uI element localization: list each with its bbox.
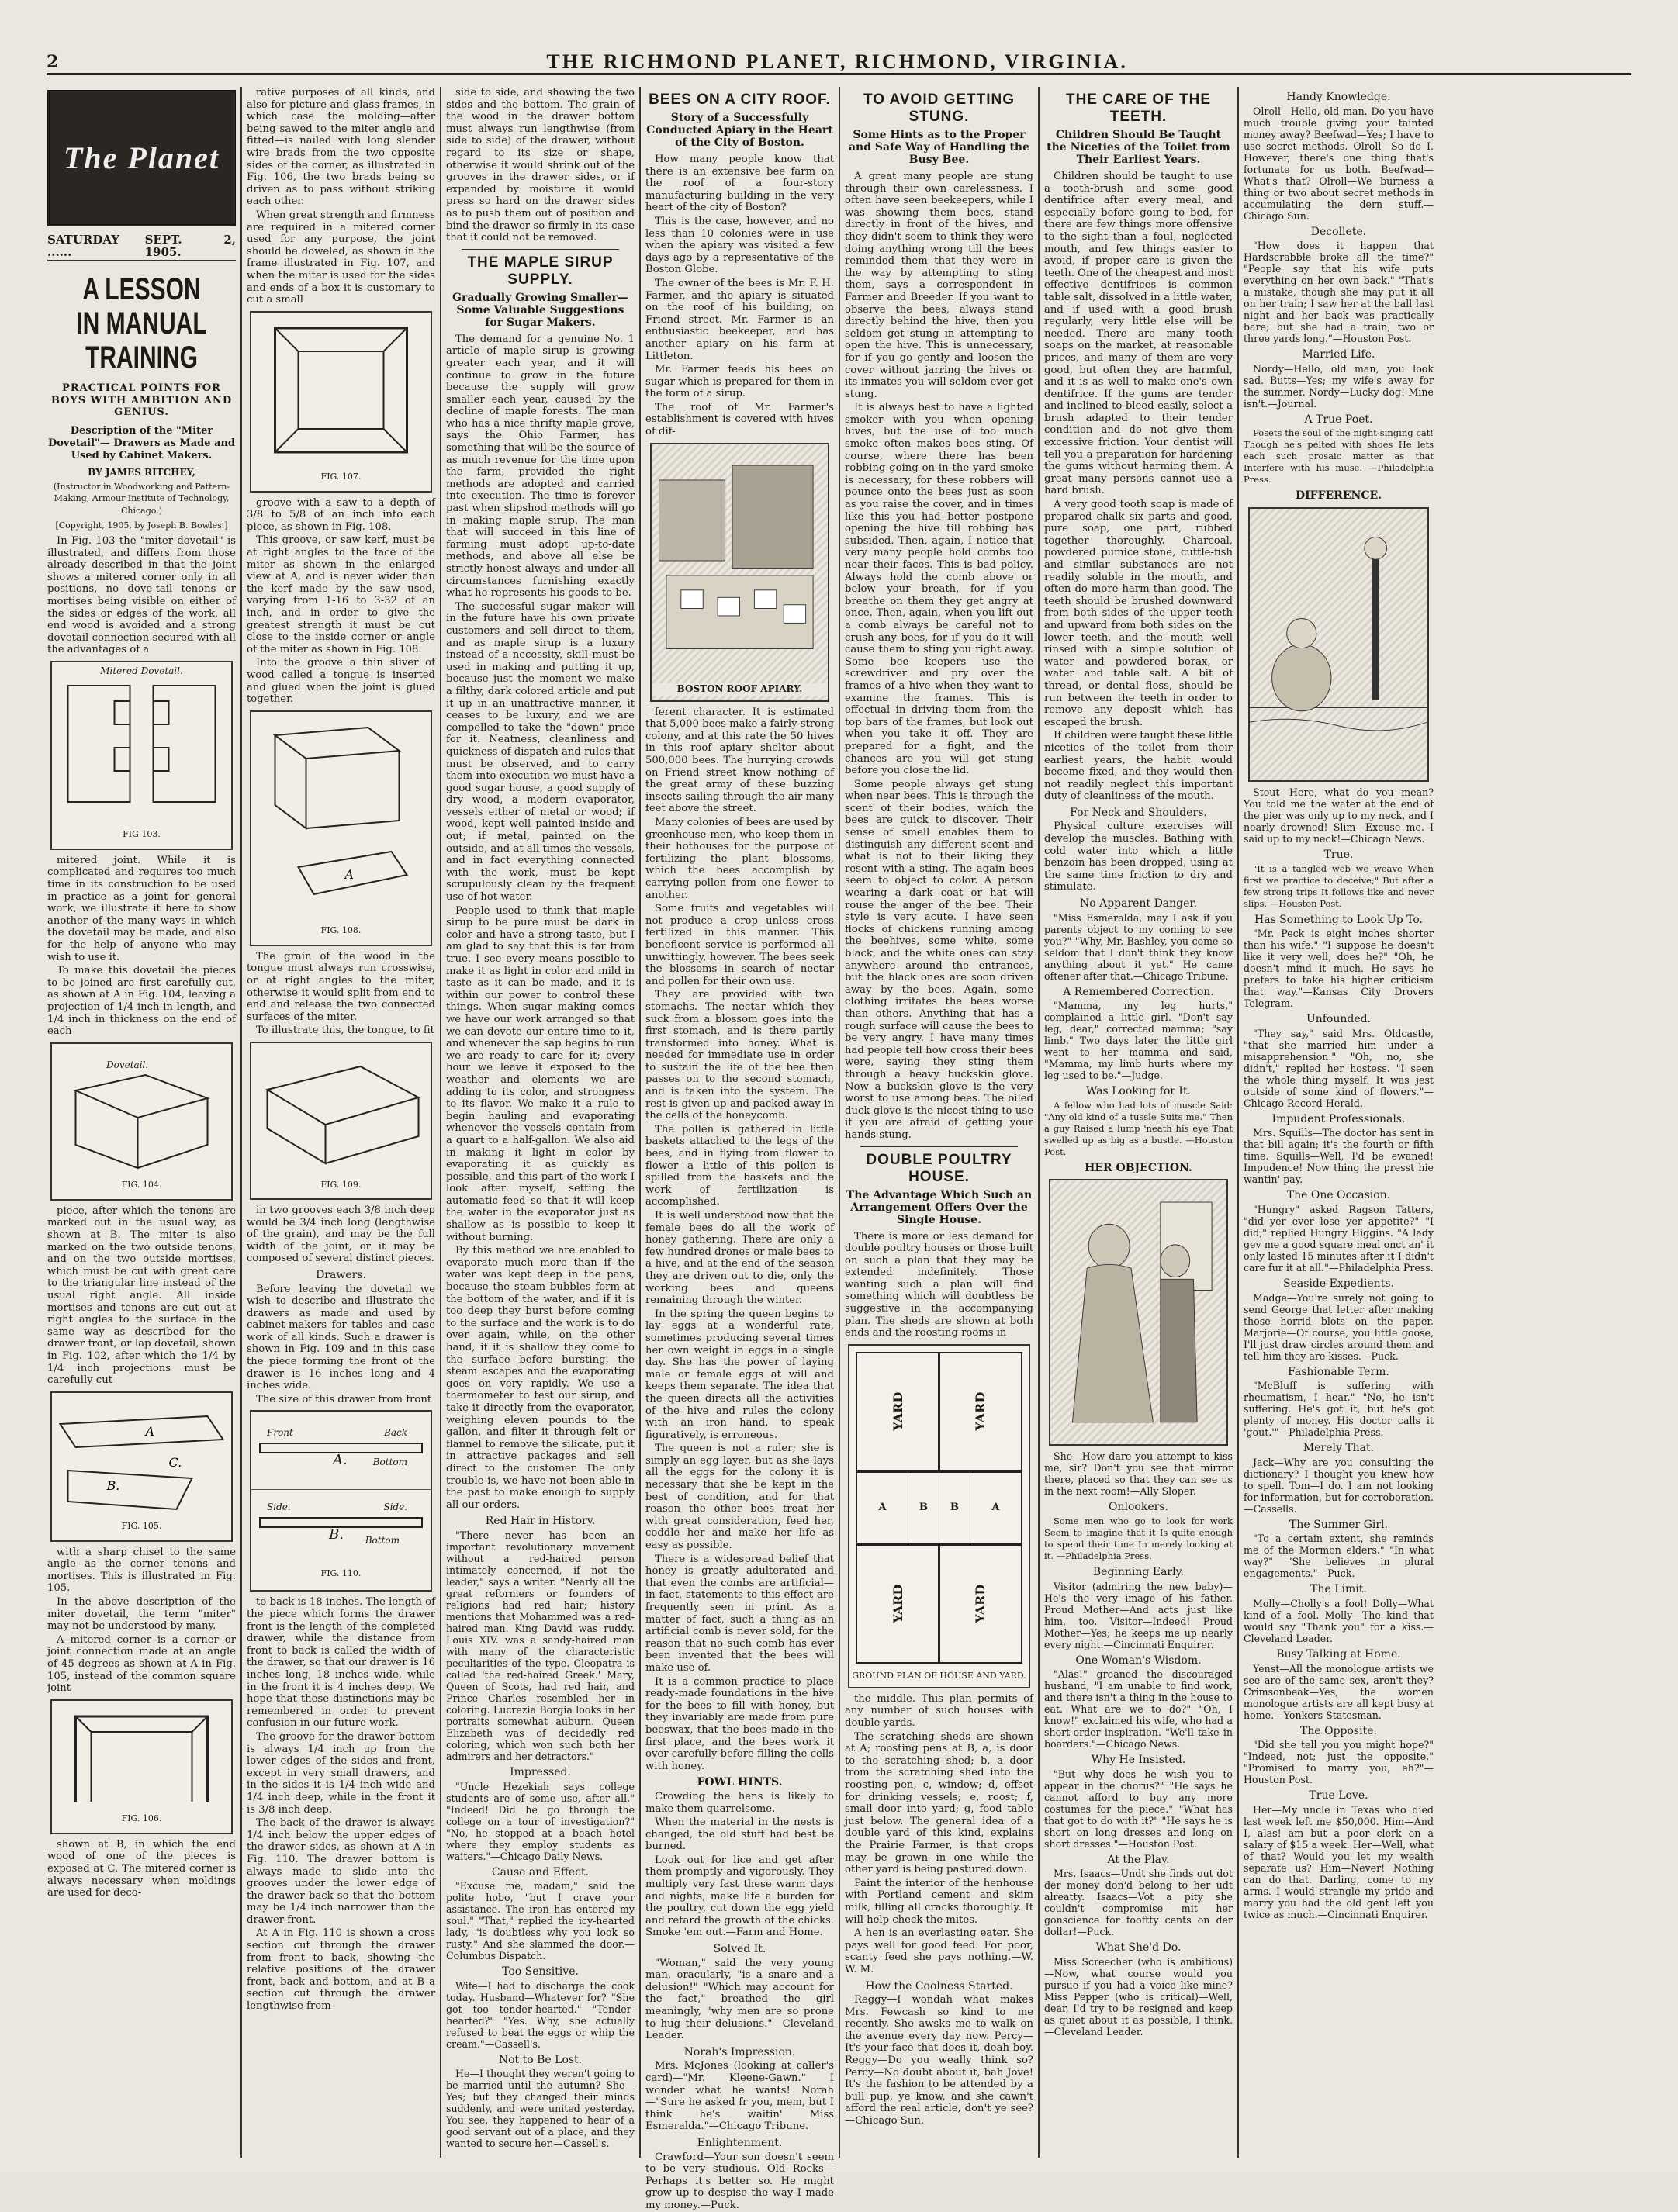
column-3	[441, 87, 641, 2158]
subhead: Decollete.	[1310, 225, 1367, 238]
figure-caption: FIG. 107.	[320, 472, 362, 482]
paragraph: "How does it happen that Hardscrabble broke all the time?" "People say that his wife puts everything on her own back." "That's a mistake, though she may put it all on her train; I saw her at the ball last night and her back was practically bare; but she had a train, two or three yards long."—Houston Post.	[1244, 240, 1434, 345]
dateline-date: SEPT. 2, 1905.	[144, 233, 236, 259]
label-bottom: Bottom	[372, 1457, 407, 1468]
swimmers-drawing	[1250, 509, 1427, 777]
paragraph: A mitered corner is a corner or joint connection made at an angle of 45 degrees as shown at A in Fig. 105, instead of the common square joint	[47, 1633, 236, 1695]
subhead: FOWL HINTS.	[697, 1776, 783, 1789]
column-7	[1239, 87, 1438, 2158]
paragraph: This is the case, however, and no less than 10 colonies were in use when the apiary was visited a few days ago by a representative of the Boston Globe.	[645, 215, 834, 276]
headline-care-teeth: THE CARE OF THE TEETH.	[1065, 92, 1212, 125]
paragraph: ferent character. It is estimated that 5,000 bees make a fairly strong colony, and at this rate the 50 hives in this roof apiary shelter about 500,000 bees. The hurrying crowds on Friend street know nothing of the great army of these buzzing insects sailing through the air many feet above the street.	[645, 706, 834, 815]
figure-caption: FIG. 108.	[320, 925, 362, 936]
drawer-drawing	[251, 1043, 431, 1175]
paragraph: The back of the drawer is always 1/4 inch below the upper edges of the drawer sides, as shown at A in Fig. 110. The drawer bottom is always made to slide into the grooves under the lower edge of the drawer back so that the bottom may be 1/4 inch narrower than the drawer front.	[247, 1817, 435, 1926]
subhead: True.	[1323, 848, 1354, 861]
paragraph: The queen is not a ruler; she is simply an egg layer, but as she lays all the eggs for the colony it is necessary that she be kept in the best of condition, and for that reason the other bees treat her with great consideration, feed her, coddle her and make her life as easy as possible.	[645, 1443, 834, 1552]
subhead: Not to Be Lost.	[498, 2053, 583, 2066]
headline-poultry-house: DOUBLE POULTRY HOUSE.	[866, 1151, 1012, 1185]
subhead: The Opposite.	[1300, 1724, 1377, 1737]
paragraph: The owner of the bees is Mr. F. H. Farmer, and the apiary is situated on the roof of his building, on Friend street. Mr. Farmer is an enthusiastic beekeeper, and has another apiary on his farm at Littleton.	[645, 277, 834, 362]
masthead	[47, 51, 1631, 75]
paragraph: "Mr. Peck is eight inches shorter than his wife." "I suppose he doesn't like it very well, does he?" "Oh, he doesn't mind it much. He says he prefers to take his higher criticism that way."—Kansas City Drovers Telegram.	[1244, 928, 1434, 1010]
subhead: Seaside Expedients.	[1283, 1277, 1394, 1290]
subhead: Impudent Professionals.	[1271, 1112, 1406, 1125]
figure-caption: FIG. 110.	[320, 1568, 362, 1579]
figure-label: Dovetail.	[106, 1059, 149, 1070]
paragraph: with a sharp chisel to the same angle as the corner tenons and mortises. This is illustrated in Fig. 105.	[47, 1546, 236, 1595]
subhead: The One Occasion.	[1286, 1189, 1391, 1202]
paragraph: "Mamma, my leg hurts," complained a little girl. "Don't say leg, dear," corrected mamma; "say limb." Two days later the little girl went to her mamma and said, "Mamma, my limb hurts where my leg used to be."—Judge.	[1044, 1000, 1233, 1082]
figure-103	[50, 661, 233, 850]
page-number: 2	[47, 52, 59, 72]
paragraph: Some fruits and vegetables will not produce a crop unless cross fertilized in this manner. This beneficent service is performed all unwittingly, however. The bees seek the blossoms in search of nectar and pollen for their own use.	[645, 903, 834, 987]
tongue-joint-drawing	[251, 712, 431, 921]
paragraph: "To a certain extent, she reminds me of the Mormon elders." "In what way?" "She believes in plural engagements."—Puck.	[1244, 1533, 1434, 1580]
miter-joint-drawing	[52, 1393, 231, 1517]
subhead: Norah's Impression.	[683, 2045, 796, 2058]
paragraph: mitered joint. While it is complicated and requires too much time in its construction to be used in practice as a joint for general work, we illustrate it here to show another of the many ways in which the dovetail may be made, and also for the help of anyone who may wish to use it.	[47, 854, 236, 963]
headline-avoid-stung: TO AVOID GETTING STUNG.	[863, 92, 1015, 125]
deck: Children Should Be Taught the Niceties of the Toilet from Their Earliest Years.	[1047, 129, 1230, 166]
dateline-day: SATURDAY ......	[47, 233, 119, 259]
paragraph: To make this dovetail the pieces to be joined are first carefully cut, as shown at A in Fig. 104, leaving a projection of 1/4 inch in length, and 1/4 inch in thickness on the end of each	[47, 965, 236, 1038]
paragraph: Jack—Why are you consulting the dictionary? I thought you knew how to spell. Tom—I do. I am not looking for information, but for corroboration.—Cassells.	[1244, 1456, 1434, 1515]
rooftop-drawing	[652, 444, 828, 677]
byline: BY JAMES RITCHEY,	[88, 466, 195, 478]
paragraph: "Hungry" asked Ragson Tatters, "did yer ever lose yer appetite?" "I did," replied Hungry Higgins. "A lady gev me a good square meal onct an' it only lasted 15 minutes after it I didn't care fur it at all."—Philadelphia Press.	[1244, 1203, 1434, 1274]
article-title: A LESSON IN MANUAL TRAINING	[76, 272, 207, 375]
paragraph: "They say," said Mrs. Oldcastle, "that she married him under a misapprehension." "Oh, no, she didn't," replied her hostess. "I seen the whole thing myself. It was jest outside of some kind of flowers."—Chicago Record-Herald.	[1244, 1027, 1434, 1109]
label-b: B.	[329, 1526, 344, 1543]
subhead: Solved It.	[713, 1943, 766, 1956]
paragraph: rative purposes of all kinds, and also for picture and glass frames, in which case the molding—after being sawed to the miter angle and fitted—is nailed with long slender wire brads from the two opposite sides of the corner, as illustrated in Fig. 106, the two brads being so driven as to pass without striking each other.	[247, 87, 435, 208]
section-b	[251, 1490, 431, 1567]
subhead: Unfounded.	[1306, 1013, 1372, 1026]
paragraph: Into the groove a thin sliver of wood called a tongue is inserted and glued when the joint is glued together.	[247, 657, 435, 706]
paragraph: Olroll—Hello, old man. Do you have much trouble giving your tainted money away? Beefwad—Yes; I have to use secret methods. Olroll—So do I. However, there's one thing that's fortunate for us both. Beefwad—What's that? Olroll—We burness a thing or two about secret methods in accumulating the dern stuff.—Chicago Sun.	[1244, 105, 1434, 222]
planet-logo: The Planet	[47, 90, 236, 226]
paragraph: side to side, and showing the two sides and the bottom. The grain of the wood in the drawer bottom must always run lengthwise (from side to side) of the drawer, without regard to its size or shape, otherwise it would shrink out of the grooves in the drawer sides, or if expanded by moisture it would press so hard on the drawer sides as to push them out of position and bind the drawer so firmly in its case that it could not be removed.	[446, 87, 635, 244]
paragraph: Yenst—All the monologue artists we see are of the same sex, aren't they? Crimsonbeak—Yes, the women monologue artists are all kept busy at home.—Yonkers Statesman.	[1244, 1662, 1434, 1721]
column-6	[1040, 87, 1239, 2158]
subhead: Onlookers.	[1109, 1501, 1168, 1514]
figure-104	[50, 1042, 233, 1201]
paragraph: It is always best to have a lighted smoker with you when opening hives, but the use of too much smoke often makes bees sting. Of course, where there has been robbing going on in the yard smoke is necessary, for these robbers will pounce onto the bees just as soon as you raise the cover, and in times like this you had better postpone opening the hive till robbing has subsided. Then, again, I notice that very many people hold combs too near their faces. This is bad policy. Always hold the comb above or below your breath, for if you breathe on them they get angry at once. Then, again, when you lift out a comb always be careful not to crush any bees, for if you do it will cause them to sting you right away. Some bee keepers use the screwdriver and pry over the frames of a hive when they want to examine the frames. This is effectual in driving them from the top bars of the frames, but look out when you take it off. They are prepared for a fight, and the chances are you will get stung before you close the lid.	[845, 402, 1033, 777]
poem: Posets the soul of the night-singing cat! Though he's pelted with shoes He lets each such prosaic matter as that Interfere with his muse. —Philadelphia Press.	[1244, 427, 1434, 486]
paragraph: groove with a saw to a depth of 3/8 to 5/8 of an inch into each piece, as shown in Fig. 108.	[247, 496, 435, 533]
figure-109	[250, 1042, 432, 1200]
figure-caption: FIG. 106.	[121, 1813, 162, 1824]
paragraph: This groove, or saw kerf, must be at right angles to the face of the miter as shown in the enlarged view at A, and is never wider than the kerf made by the saw used, varying from 1-16 to 3-32 of an inch, and in order to give the greatest strength it must be cut close to the inside corner or angle of the miter as shown in Fig. 108.	[247, 534, 435, 655]
paragraph: A great many people are stung through their own carelessness. I often have seen beekeepers, while I was showing them bees, stand directly in front of the hives, and they didn't seem to think they were doing anything wrong till the bees reminded them that they were in the way by attempting to sting them, says a correspondent in Farmer and Breeder. If you want to observe the bees, always stand directly behind the hive, then you seldom get stung in attempting to open the hive. This is unnecessary, for if you go gently and loosen the cover without jarring the hives or its inmates you will seldom ever get stung.	[845, 171, 1033, 400]
paragraph: "But why does he wish you to appear in the chorus?" "He says he cannot afford to buy any more costumes for the piece." "What has that got to do with it?" "He says he is short on long dresses and long on short dresses."—Houston Post.	[1044, 1768, 1233, 1850]
paragraph: Molly—Cholly's a fool! Dolly—What kind of a fool. Molly—The kind that would say "Thank you" for a kiss.—Cleveland Leader.	[1244, 1597, 1434, 1644]
column-2	[242, 87, 441, 2158]
subhead: Married Life.	[1302, 348, 1375, 361]
paragraph: Crowding the hens is likely to make them quarrelsome.	[645, 1790, 834, 1815]
subhead: Was Looking for It.	[1085, 1085, 1192, 1098]
paragraph: At A in Fig. 110 is shown a cross section cut through the drawer from front to back, showing the relative positions of the drawer front, back and bottom, and at B a section cut through the drawer lengthwise from	[247, 1927, 435, 2013]
subhead: At the Play.	[1107, 1853, 1170, 1866]
subhead: Impressed.	[510, 1765, 571, 1778]
column-4	[641, 87, 840, 2211]
paragraph: Look out for lice and get after them promptly and vigorously. They multiply very fast these warm days and nights, make life a burden for the poultry, cut down the egg yield and retard the growth of the chicks. Smoke 'em out.—Farm and Home.	[645, 1854, 834, 1939]
frame-drawing	[52, 1701, 231, 1809]
paragraph: "Excuse me, madam," said the polite hobo, "but I crave your assistance. The iron has entered my soul." "That," replied the icy-hearted lady, "is doubtless why you look so rusty." And she slammed the door.—Columbus Dispatch.	[446, 1880, 635, 1962]
subhead: Beginning Early.	[1092, 1566, 1185, 1578]
paragraph: Children should be taught to use a tooth-brush and some good dentifrice after every meal, and especially before going to bed, for there are few things more offensive to the sight than a foul, neglected mouth, and few things easier to avoid, if proper care is given the teeth. One of the cheapest and most effective dentifrices is common table salt, dissolved in a little water, and if used with a good brush regularly, very little else will be needed. There are many tooth soaps on the market, at reasonable prices, and many of them are very good, but often they are harmful, and it is as well to make one's own dentifrice. If the gums are tender and inclined to bleed easily, select a brush adapted to their tender condition and do not give them excessive friction. Your dentist will tell you a preparation for hardening the gums without harming them. A great many persons cannot use a hard brush.	[1044, 171, 1233, 497]
paragraph: shown at B, in which the end wood of one of the pieces is exposed at C. The mitered corner is always necessary when moldings are used for deco-	[47, 1838, 236, 1899]
svg-text:A: A	[145, 1423, 155, 1439]
paragraph: There is a widespread belief that honey is greatly adulterated and that even the combs are artificial—in fact, statements to this effect are frequently seen in print. As a matter of fact, such a thing as an artificial comb is never sold, for the reason that no such comb has ever been invented that the bees will make use of.	[645, 1553, 834, 1674]
mitered-dovetail-drawing	[52, 662, 231, 825]
paragraph: Paint the interior of the henhouse with Portland cement and skim milk, filling all cracks thoroughly. It will help check the mites.	[845, 1877, 1033, 1926]
doweled-frame-drawing	[251, 313, 431, 468]
paragraph: The pollen is gathered in little baskets attached to the legs of the bees, and in flying from flower to flower a little of this pollen is spilled from the baskets and the work of fertilization is accomplished.	[645, 1123, 834, 1208]
paragraph: Crawford—Your son doesn't seem to be very studious. Old Rocks—Perhaps it's better so. He might grow up to despise the way I made my money.—Puck.	[645, 2151, 834, 2211]
paragraph: When great strength and firmness are required in a mitered corner used for any purpose, the joint should be doweled, as shown in the frame illustrated in Fig. 107, and when the miter is used for the sides and ends of a box it is customary to cut a small	[247, 209, 435, 306]
subhead: Merely That.	[1303, 1442, 1375, 1455]
label-bottom-b: Bottom	[365, 1535, 400, 1547]
subhead: Busy Talking at Home.	[1276, 1647, 1401, 1661]
poem: A fellow who had lots of muscle Said: "Any old kind of a tussle Suits me." Then a guy Raised a lump 'neath his eye That swelled up as big as a bustle. —Houston Post.	[1044, 1099, 1233, 1157]
deck: Story of a Successfully Conducted Apiary in the Heart of the City of Boston.	[646, 112, 833, 149]
paragraph: Before leaving the dovetail we wish to describe and illustrate the drawers as made and used by cabinet-makers for tables and case work of all kinds. Such a drawer is shown in Fig. 109 and in this case the piece forming the front of the drawer is 16 inches long and 4 inches wide.	[247, 1283, 435, 1392]
paragraph: "There never has been an important revolutionary movement without a red-haired person intimately concerned, if not the leader," says a writer. "Nearly all the great reformers or founders of religions had red hair; history mentions that Mohammed was a red-haired man. King David was ruddy. Louis XIV. was a sandy-haired man with many of the characteristic peculiarities of the type. Cleopatra is called 'the red-haired Greek.' Mary, Queen of Scots, had red hair, and Prince Charles resembled her in coloring. Lucrezia Borgia looks in her portraits somewhat auburn. Queen Elizabeth was of decidedly red coloring, which won such both her admirers and her detractors."	[446, 1529, 635, 1762]
paragraph: Reggy—I wondah what makes Mrs. Fewcash so kind to me recently. She awsks me to walk on the avenue every day now. Percy—It's your face that does it, deah boy. Reggy—Do you weally think so? Percy—No doubt about it, bah Jove! It's the fashion to be attended by a bull pup, ye know, and she cawn't afford the real article, don't ye see?—Chicago Sun.	[845, 1994, 1033, 2127]
figure-caption: FIG. 104.	[121, 1180, 162, 1191]
paragraph: How many people know that there is an extensive bee farm on the roof of a four-story manufacturing building in the very heart of the city of Boston?	[645, 154, 834, 214]
paragraph: If children were taught these little niceties of the toilet from their earliest years, the habit would become fixed, and they would then not readily neglect this important duty of cleanliness of the mouth.	[1044, 730, 1233, 803]
couple-drawing	[1050, 1180, 1226, 1441]
paragraph: There is more or less demand for double poultry houses or those built on such a plan that they may be extended indefinitely. Those wanting such a plan will find something which will doubtless be suggestive in the accompanying plan. The sheds are shown at both ends and the roosting rooms in	[845, 1230, 1033, 1339]
paragraph: The successful sugar maker will in the future have his own private customers and sell direct to them, and as maple sirup is a luxury instead of a necessity, skill must be used in making and putting it up, because just the moment we make a filthy, dark colored article and put it up in an unattractive manner, it ceases to be luxury, and we are compelled to take the "down" price for it. Neatness, cleanliness and quickness of dispatch and rules that must be observed, and to carry them into execution we must have a good sugar house, a good supply of dry wood, a modern evaporator, vessels either of metal or wood; if wood, kept well painted inside and out; if metal, painted on the outside, and at all times the vessels, and in fact everything connected with the work, must be kept scrupulously clean by the frequent use of hot water.	[446, 600, 635, 904]
paragraph: the middle. This plan permits of any number of such houses with double yards.	[845, 1692, 1033, 1730]
paragraph: In the above description of the miter dovetail, the term "miter" may not be understood by many.	[47, 1596, 236, 1633]
paragraph: Nordy—Hello, old man, you look sad. Butts—Yes; my wife's away for the summer. Nordy—Lucky dog! Mine isn't.—Journal.	[1244, 362, 1434, 410]
deck: Some Hints as to the Proper and Safe Way of Handling the Busy Bee.	[848, 129, 1030, 166]
article-subtitle: PRACTICAL POINTS FOR BOYS WITH AMBITION AND GENIUS.	[50, 382, 233, 419]
yard-bottom-left: YARD	[856, 1544, 940, 1664]
poem: Some men who go to look for work Seem to imagine that it Is quite enough to spend their time In merely looking at it. —Philadelphia Press.	[1044, 1516, 1233, 1561]
subhead-drawers: Drawers.	[316, 1268, 366, 1281]
subhead: No Apparent Danger.	[1079, 897, 1198, 911]
paragraph: To illustrate this, the tongue, to fit	[256, 1025, 434, 1037]
paragraph: It is well understood now that the female bees do all the work of honey gathering. There are only a few hundred drones or male bees to a hive, and at the end of the season they are driven out to die, only the working bees and queens remaining through the winter.	[645, 1210, 834, 1307]
paragraph: Mrs. Isaacs—Undt she finds out dot der money don'd belong to her udt alreatty. Isaacs—Vot a pity she couldn't compromise mit her gonscience for fooftty cents on der dollar!—Puck.	[1044, 1868, 1233, 1938]
figure-caption: FIG. 109.	[320, 1179, 362, 1190]
column-1	[43, 87, 242, 2158]
paragraph: piece, after which the tenons are marked out in the usual way, as shown at B. The miter is also marked on the two outside tenons, and on the two outside mortises, which must be cut with great care to the triangular line instead of the usual right angle. All inside mortises and tenons are cut out at right angles to the surface in the same way as described for the drawer front, or lap dovetail, shown in Fig. 102, after which the 1/4 by 1/4 inch projections must be carefully cut	[47, 1205, 236, 1387]
label-side-left: Side.	[267, 1502, 291, 1513]
figure-110	[250, 1410, 432, 1592]
subhead: What She'd Do.	[1095, 1941, 1182, 1955]
figure-label: Mitered Dovetail.	[100, 665, 183, 676]
paragraph: The size of this drawer from front	[256, 1393, 432, 1405]
paragraph: Stout—Here, what do you mean? You told me the water at the end of the pier was only up to my neck, and I nearly drowned! Slim—Excuse me. I said up to my neck!—Chicago News.	[1244, 786, 1434, 845]
paragraph: Physical culture exercises will develop the muscles. Bathing with cold water into which a little benzoin has been dropped, using at the same time friction to dry and stimulate.	[1044, 821, 1233, 893]
paragraph: It is a common practice to place ready-made foundations in the hive for the bees to fill with honey, but they invariably are made from pure beeswax, that the bees made in the first place, and the bees work it over carefully before filling the cells with honey.	[645, 1675, 834, 1772]
paragraph: The grain of the wood in the tongue must always run crosswise, or at right angles to the miter, otherwise it would split from end to end and release the two connected surfaces of the miter.	[247, 950, 435, 1023]
column-5	[840, 87, 1040, 2158]
figure-caption: FIG 103.	[123, 829, 161, 840]
article-deck: Description of the "Miter Dovetail"— Drawers as Made and Used by Cabinet Makers.	[47, 424, 235, 461]
subhead: A True Poet.	[1304, 413, 1373, 426]
paragraph: "Miss Esmeralda, may I ask if you parents object to my coming to see you?" "Why, Mr. Bashley, you come so seldom that I don't think they know anything about it yet." He came oftener after that.—Chicago Tribune.	[1044, 911, 1233, 982]
subhead: Too Sensitive.	[502, 1965, 579, 1979]
columns	[43, 87, 1641, 2211]
subhead: One Woman's Wisdom.	[1075, 1654, 1202, 1667]
paragraph: In Fig. 103 the "miter dovetail" is illustrated, and differs from those already described in that the joint shows a mitered corner only in all positions, no dove-tail tenons or mortises being visible on either of the sides or edges of the work, all end wood is avoided and a strong dovetail connection secured with all the advantages of a	[47, 534, 236, 656]
poultry-house-plan	[848, 1344, 1030, 1688]
figure-106	[50, 1699, 233, 1834]
svg-text:C.: C.	[168, 1454, 182, 1470]
subhead: DIFFERENCE.	[1295, 489, 1382, 503]
figure-caption: FIG. 105.	[121, 1521, 162, 1532]
boston-roof-apiary-illustration	[650, 443, 829, 702]
paragraph: "McBluff is suffering with rheumatism, I hear." "No, he isn't suffering. He's got it, but he's got plenty of money. His doctor calls it 'gout.'"—Philadelphia Press.	[1244, 1380, 1434, 1439]
dateline	[47, 234, 236, 261]
section-a	[251, 1412, 431, 1490]
subhead: Cause and Effect.	[491, 1865, 590, 1878]
copyright: [Copyright, 1905, by Joseph B. Bowles.]	[55, 520, 228, 531]
paragraph: in two grooves each 3/8 inch deep would be 3/4 inch long (lengthwise of the grain), and may be the full width of the joint, or it may be composed of several distinct pieces.	[247, 1204, 435, 1265]
deck: Gradually Growing Smaller—Some Valuable Suggestions for Sugar Makers.	[452, 291, 628, 329]
paragraph: He—I thought they weren't going to be married until the autumn? She—Yes; but they changed their minds suddenly, and were united yesterday. You see, they happened to hear of a good servant out of a place, and they wanted to secure her.—Cassell's.	[446, 2068, 635, 2150]
figure-caption: BOSTON ROOF APIARY.	[652, 683, 828, 696]
paragraph: Mrs. Squills—The doctor has sent in that bill again; it's the fourth or fifth time. Squills—Well, I'd be ewaned! Impudence! Now thing the presst hie wantin' pay.	[1244, 1127, 1434, 1186]
subhead: Handy Knowledge.	[1286, 91, 1391, 103]
paragraph: Visitor (admiring the new baby)—He's the very image of his father. Proud Mother—And acts just like him, too. Visitor—Indeed! Proud Mother—Yes; he keeps me up nearly every night.—Cincinnati Enquirer.	[1044, 1580, 1233, 1650]
paragraph: People used to think that maple sirup to be pure must be dark in color and have a strong taste, but I am glad to say that this is far from true. I see every means possible to make it as light in color and mild in taste as it can be made, and it is within our power to control these things. When sugar making comes we have our work arranged so that we can devote our entire time to it, and whenever the sap begins to run we are ready to care for it; every hour we leave it exposed to the weather and elements we are adding to its color, and strongness to its flavor. We make it a rule to begin hauling and evaporating whenever the vessels contain from a quart to a half-gallon. We also aid in making it light in color by evaporating it as quickly as possible, and this part of the work I look after myself, setting the automatic feed so that it will keep the water in the evaporator just as shallow as is possible to keep it without burning.	[446, 904, 635, 1243]
yard-top-left: YARD	[856, 1352, 940, 1471]
figure-107	[250, 311, 432, 493]
paragraph: "Did she tell you you might hope?" "Indeed, not; just the opposite." "Promised to marry you, eh?"—Houston Post.	[1244, 1739, 1434, 1786]
yard-bottom-right: YARD	[938, 1544, 1022, 1664]
label-back: Back	[384, 1427, 407, 1439]
paragraph: Mr. Farmer feeds his bees on sugar which is prepared for them in the form of a sirup.	[645, 364, 834, 400]
paragraph: "Alas!" groaned the discouraged husband, "I am unable to find work, and there isn't a thing in the house to eat. What are we to do?" "Oh, I know!" exclaimed his wife, who had a short-order inspiration. "We'll take in boarders."—Chicago News.	[1044, 1668, 1233, 1751]
subhead: Fashionable Term.	[1288, 1365, 1389, 1378]
subhead: Enlightenment.	[697, 2136, 783, 2149]
plan-caption: GROUND PLAN OF HOUSE AND YARD.	[852, 1671, 1026, 1681]
paragraph: Her—My uncle in Texas who died last week left me $50,000. Him—And I, alas! am but a poor clerk on a salary of $15 a week. Her—Well, what of that? Would you let my wealth separate us? Him—Never! Nothing can do that. Darling, come to my arms. I would strangle my pride and marry you had the old gent left you twice as much.—Cincinnati Enquirer.	[1244, 1803, 1434, 1920]
subhead: Has Something to Look Up To.	[1254, 913, 1423, 926]
paragraph: "Woman," said the very young man, oracularly, "is a snare and a delusion!" "Which may account for the fact," breathed the girl meaningly, "why men are so prone to hug their delusions."—Cleveland Leader.	[645, 1957, 834, 2042]
paragraph: The roof of Mr. Farmer's establishment is covered with hives of dif-	[645, 401, 834, 438]
paragraph: Miss Screecher (who is ambitious)—Now, what course would you pursue if you had a voice like mine? Miss Pepper (who is critical)—Well, dear, I'd try to be resigned and keep as quiet about it as possible, I think.—Cleveland Leader.	[1044, 1955, 1233, 2037]
house-row: A B B A	[856, 1471, 1022, 1544]
subhead: For Neck and Shoulders.	[1070, 806, 1207, 819]
figure-105	[50, 1391, 233, 1542]
paragraph: to back is 18 inches. The length of the piece which forms the drawer front is the length of the completed drawer, while the distance from front to back is called the width of the drawer, so that our drawer is 16 inches long, 18 inches wide, while in the front it is 4 inches deep. We hope that these distinctions may be remembered in order to prevent confusion in our future work.	[247, 1596, 435, 1730]
paragraph: A hen is an everlasting eater. She pays well for good feed. For poor, scanty feed she pays nothing.—W. W. M.	[845, 1927, 1033, 1975]
headline-maple-sirup: THE MAPLE SIRUP SUPPLY.	[467, 254, 614, 288]
subhead: HER OBJECTION.	[1085, 1161, 1192, 1174]
paragraph: They are provided with two stomachs. The nectar which they suck from a blossom goes into the first stomach, and is there partly transformed into honey. What is needed for immediate use in order to sustain the life of the bee then passes on to the second stomach, and is taken into the system. The rest is given up and packed away in the cells of the honeycomb.	[645, 989, 834, 1122]
subhead: A Remembered Correction.	[1063, 985, 1214, 998]
paragraph: The demand for a genuine No. 1 article of maple sirup is growing greater each year, and it will continue to grow in the future because the supply will grow smaller each year, caused by the decline of maple forests. The man who has a nice thrifty maple grove, says the Ohio Farmer, has something that will be the source of as much revenue for the time upon the farm, provided the right methods are adopted and carried into execution. The time is forever past when slipshod methods will go in making maple sirup. The man that will succeed in this line of farming must adopt up-to-date methods, and above all else be strictly honest always and under all circumstances furnishing exactly what he represents his goods to be.	[446, 333, 635, 600]
subhead: Red Hair in History.	[485, 1515, 596, 1528]
paragraph: Madge—You're surely not going to send George that letter after making those horrid blots on the paper. Marjorie—Of course, you little goose, I'll just draw circles around them and tell him they are kisses.—Puck.	[1244, 1291, 1434, 1362]
subhead: How the Coolness Started.	[865, 1979, 1013, 1993]
poem: "It is a tangled web we weave When first we practice to deceive;" But after a few strong trips It follows like and never slips. —Houston Post.	[1244, 862, 1434, 909]
paragraph: When the material in the nests is changed, the old stuff had best be burned.	[645, 1816, 834, 1853]
svg-text:B.: B.	[106, 1478, 120, 1493]
subhead: True Love.	[1309, 1789, 1368, 1802]
yard-top-right: YARD	[938, 1352, 1022, 1471]
paragraph: "Uncle Hezekiah says college students are of some use, after all." "Indeed! Did he go through the college on a tour of investigation?" "No, he stopped at a beach hotel where they employ students as waiters."—Chicago Daily News.	[446, 1780, 635, 1862]
paragraph: Many colonies of bees are used by greenhouse men, who keep them in their hothouses for the purpose of fertilizing the plant blossoms, which the bees accomplish by carrying pollen from one flower to another.	[645, 817, 834, 901]
paragraph: In the spring the queen begins to lay eggs at a wonderful rate, sometimes producing several times her own weight in eggs in a single day. She has the power of laying male or female eggs at will and keeps them separate. The idea that the queen directs all the activities of the hive and rules the colony with an iron hand, to speak figuratively, is erroneous.	[645, 1308, 834, 1441]
label-front: Front	[267, 1427, 293, 1439]
paragraph: Wife—I had to discharge the cook today. Husband—Whatever for? "She got too tender-hearted." "Tender-hearted?" "Yes. Why, she actually refused to beat the eggs or whip the cream."—Cassell's.	[446, 1979, 635, 2050]
paragraph: Some people always get stung when near bees. This is through the scent of their bodies, which the bees are quick to discover. Their sense of smell enables them to distinguish any different scent and what is not to their liking they resent with a sting. The again bees seem to object to color. A person wearing a dark coat or hat will rouse the anger of the bee. Their style is very acute. I have seen flocks of chickens running among the beehives, some white, some black, and the white ones can stay anywhere around the entrances, but the black ones are soon driven away by the bees. Again, some clothing irritates the bees worse than others. Anything that has a rough surface will cause the bees to be very angry. I have many times had people tell how cross their bees were, saying they sting them through a heavy buckskin glove. Now a buckskin glove is the very worst to use among bees. The oiled duck glove is the nicest thing to use if you are afraid of getting your hands stung.	[845, 778, 1033, 1141]
cartoon-caption: She—How dare you attempt to kiss me, sir? Don't you see that mirror there, placed so that they can see us in the next room!—Ally Sloper.	[1044, 1450, 1233, 1498]
figure-108	[250, 710, 432, 946]
subhead: The Summer Girl.	[1289, 1518, 1388, 1531]
subhead: The Limit.	[1310, 1583, 1367, 1596]
deck: The Advantage Which Such an Arrangement Offers Over the Single House.	[846, 1188, 1033, 1226]
subhead: Why He Insisted.	[1091, 1754, 1186, 1767]
her-objection-cartoon	[1049, 1179, 1228, 1446]
label-a: A.	[333, 1452, 348, 1469]
paragraph: By this method we are enabled to evaporate much more than if the water was kept deep in the pans, because the steam bubbles form at the bottom of the water, and if it is too deep they burst before coming to the surface and the work is to do over again, while, on the other hand, if it is shallow they come to the surface before bursting, the steam escapes and the evaporating goes on very rapidly. We use a thermometer to test our sirup, and take it directly from the evaporator, weighing eleven pounds to the gallon, and filter it through felt or flannel to remove the silicate, put it in attractive packages and sell direct to the customer. The only trouble is, we have not been able in the past to make enough to supply all our orders.	[446, 1245, 635, 1511]
svg-text:A: A	[344, 866, 355, 882]
paragraph: A very good tooth soap is made of prepared chalk six parts and good, pure soap, one part, rubbed together thoroughly. Charcoal, powdered pumice stone, cuttle-fish and similar substances are not readily soluble in the mouth, and often do more harm than good. The teeth should be brushed downward from both sides of the upper teeth and upward from both sides on the lower teeth, and the mouth well rinsed with a simple solution of water and powdered borax, or water and table salt. A bit of thread, or dental floss, should be run between the teeth in order to remove any deposit which has escaped the brush.	[1044, 499, 1233, 728]
paragraph: Mrs. McJones (looking at caller's card)—"Mr. Kleene-Gawn." I wonder what he wants! Norah—"Sure he asked fr you, mem, but I think he's waitin' Miss Esmeralda."—Chicago Tribune.	[645, 2060, 834, 2133]
paragraph: The groove for the drawer bottom is always 1/4 inch up from the lower edges of the sides and front, except in very small drawers, and in the sides it is 1/4 inch wide and 1/4 inch deep, while in the front it is 3/8 inch deep.	[247, 1730, 435, 1816]
paper-title: THE RICHMOND PLANET, RICHMOND, VIRGINIA.	[546, 50, 1128, 73]
difference-cartoon	[1248, 507, 1429, 782]
headline-bees: BEES ON A CITY ROOF.	[649, 92, 831, 108]
label-side-right: Side.	[383, 1502, 407, 1513]
paragraph: The scratching sheds are shown at A; roosting pens at B, a, is door to the scratching shed; b, a door from the scratching shed into the roosting pen, c, window; d, offset for drinking vessels; e, roost; f, small door into yard; g, food table just below. The general idea of a double yard of this kind, explains the Prairie Farmer, is that crops may be grown in one while the other yard is being pastured down.	[845, 1730, 1033, 1876]
author-credit: (Instructor in Woodworking and Pattern-Making, Armour Institute of Technology, Chicago.)	[53, 481, 230, 516]
